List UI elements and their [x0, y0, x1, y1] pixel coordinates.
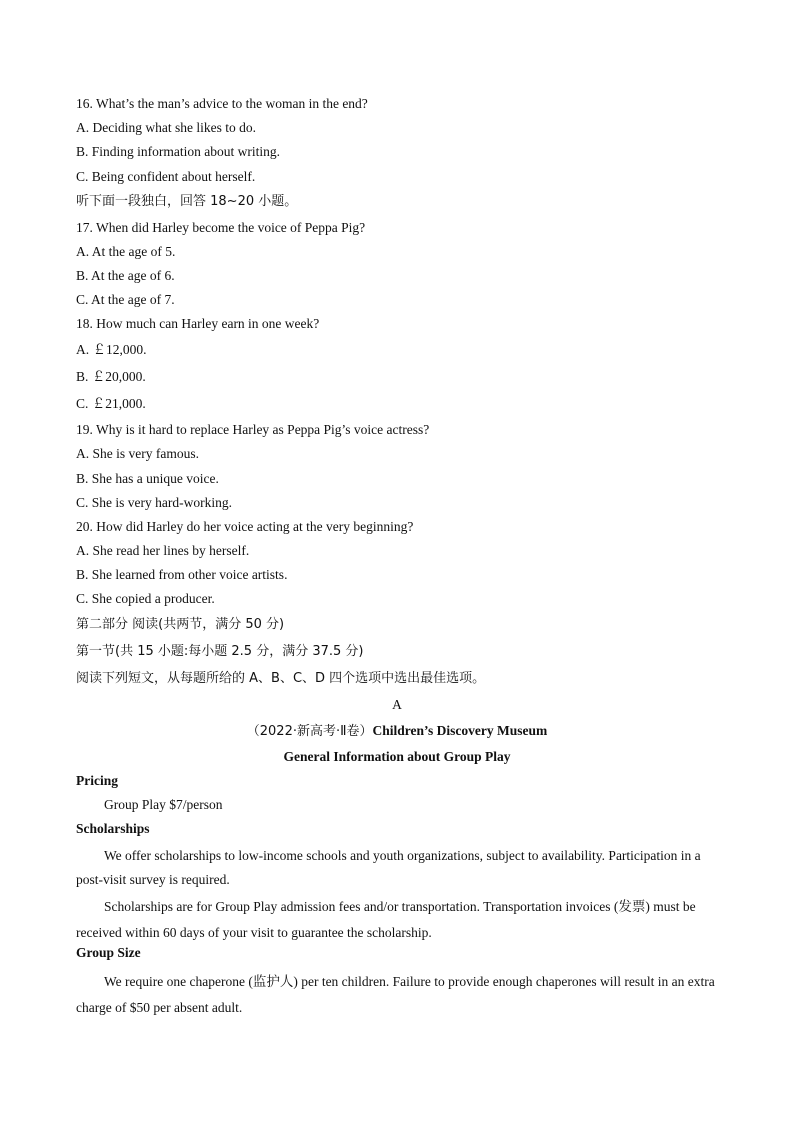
- q20-option-a: A. She read her lines by herself.: [76, 543, 250, 558]
- question-17: 17. When did Harley become the voice of Peppa Pig?: [76, 220, 366, 235]
- scholarships-paragraph-1: We offer scholarships to low-income schools and youth organizations, subject to availability. Participation in a post-visit survey is required.: [76, 848, 701, 887]
- q20-option-b: B. She learned from other voice artists.: [76, 567, 288, 582]
- reading-section-title: 第一节(共 15 小题:每小题 2.5 分，满分 37.5 分): [76, 644, 364, 659]
- passage-title: Children’s Discovery Museum: [372, 723, 548, 738]
- reading-instruction: 阅读下列短文，从每题所给的 A、B、C、D 四个选项中选出最佳选项。: [76, 671, 486, 686]
- q18-option-c: C. ￡21,000.: [76, 396, 146, 411]
- group-size-heading: Group Size: [76, 945, 141, 960]
- group-size-paragraph: We require one chaperone (监护人) per ten children. Failure to provide enough chaperones will result in an extra charge of $50 per absent adult.: [76, 974, 715, 1015]
- q16-option-c: C. Being confident about herself.: [76, 169, 256, 184]
- q16-option-b: B. Finding information about writing.: [76, 144, 280, 159]
- q19-option-c: C. She is very hard-working.: [76, 495, 232, 510]
- q20-option-c: C. She copied a producer.: [76, 591, 215, 606]
- q17-option-a: A. At the age of 5.: [76, 244, 176, 259]
- question-18: 18. How much can Harley earn in one week?: [76, 316, 320, 331]
- q19-option-a: A. She is very famous.: [76, 446, 199, 461]
- question-20: 20. How did Harley do her voice acting at the very beginning?: [76, 519, 414, 534]
- q18-option-b: B. ￡20,000.: [76, 369, 146, 384]
- q17-option-c: C. At the age of 7.: [76, 292, 175, 307]
- passage-source: （2022·新高考·Ⅱ卷）: [246, 724, 373, 739]
- passage-subtitle: General Information about Group Play: [283, 749, 511, 764]
- scholarships-paragraph-2: Scholarships are for Group Play admission fees and/or transportation. Transportation invoices (发票) must be received within 60 days of your visit to guarantee the scholarship.: [76, 899, 696, 940]
- q18-option-a: A. ￡12,000.: [76, 342, 147, 357]
- q19-option-b: B. She has a unique voice.: [76, 471, 219, 486]
- pricing-text: Group Play $7/person: [104, 797, 223, 812]
- passage-heading: [0, 722, 794, 741]
- question-16: 16. What’s the man’s advice to the woman in the end?: [76, 96, 368, 111]
- monologue-instruction: 听下面一段独白，回答 18~20 小题。: [76, 194, 298, 209]
- pricing-heading: Pricing: [76, 773, 118, 788]
- passage-letter: A: [392, 697, 402, 712]
- q17-option-b: B. At the age of 6.: [76, 268, 175, 283]
- scholarships-heading: Scholarships: [76, 821, 150, 836]
- reading-part-title: 第二部分 阅读(共两节，满分 50 分): [76, 617, 285, 632]
- question-19: 19. Why is it hard to replace Harley as Peppa Pig’s voice actress?: [76, 422, 430, 437]
- q16-option-a: A. Deciding what she likes to do.: [76, 120, 256, 135]
